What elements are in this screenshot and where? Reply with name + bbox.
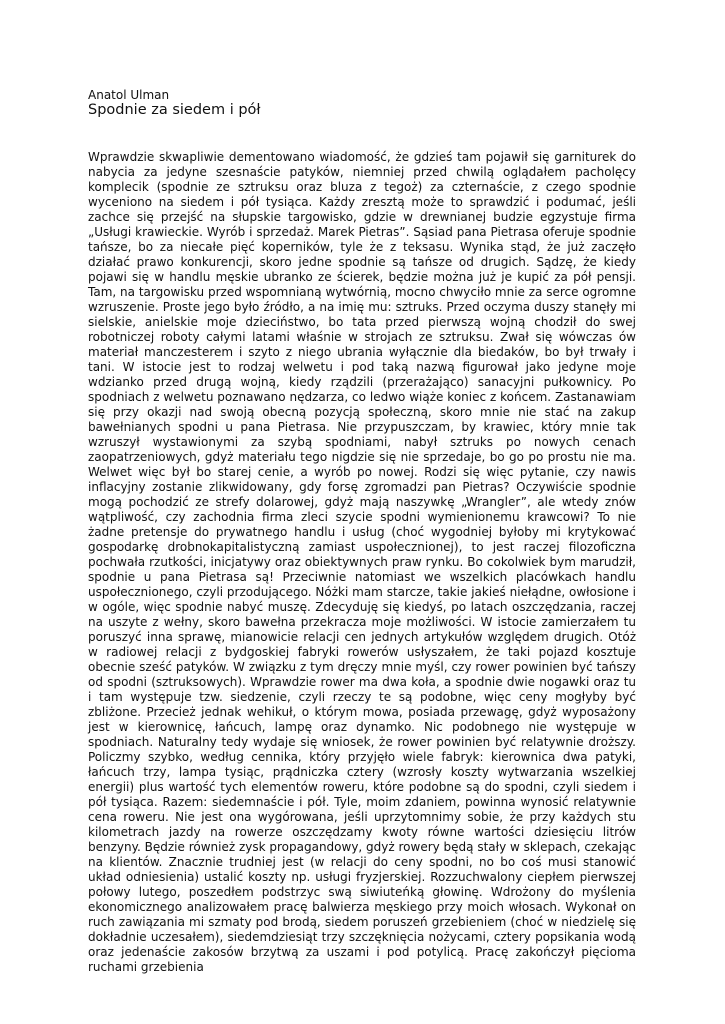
document-author: Anatol Ulman [88, 88, 170, 102]
document-body-text: Wprawdzie skwapliwie dementowano wiadomość, że gdzieś tam pojawił się garniturek do nabycia za jedyne szesnaście patyków, niemniej przed chwilą oglądałem pacholęcy komplecik (spodnie ze sztruksu oraz bluza z tegoż) za czternaście, z czego spodnie wyceniono na siedem i pół tysiąca. Każdy zresztą może to sprawdzić i podumać, jeśli zachce się przejść na słupskie targowisko, gdzie w drewnianej budzie egzystuje firma „Usługi krawieckie. Wyrób i sprzedaż. Marek Pietras”. Sąsiad pana Pietrasa oferuje spodnie tańsze, bo za niecałe pięć koperników, tyle że z teksasu. Wynika stąd, że już zaczęło działać prawo konkurencji, skoro jedne spodnie są tańsze od drugich. Sądzę, że kiedy pojawi się w handlu męskie ubranko ze ścierek, będzie można już je kupić za pół pensji. Tam, na targowisku przed wspomnianą wytwórnią, mocno chwyciło mnie za serce ogromne wzruszenie. Proste jego było źródło, a na imię mu: sztruks. Przed oczyma duszy stanęły mi sielskie, anielskie moje dzieciństwo, bo tata przed pierwszą wojną chodził do swej robotniczej roboty całymi latami właśnie w strojach ze sztruksu. Zwał się wówczas ów materiał manczesterem i szyto z niego ubrania wyłącznie dla biedaków, bo był trwały i tani. W istocie jest to rodzaj welwetu i pod taką nazwą figurował jako jedyne moje wdzianko przed drugą wojną, kiedy rządzili (przerażająco) sanacyjni pułkownicy. Po spodniach z welwetu poznawano nędzarza, co ledwo wiąże koniec z końcem. Zastanawiam się przy okazji nad swoją obecną pozycją społeczną, skoro mnie nie stać na zakup bawełnianych spodni u pana Pietrasa. Nie przypuszczam, by krawiec, który mnie tak wzruszył wystawionymi za szybą spodniami, nabył sztruks po nowych cenach zaopatrzeniowych, gdyż materiału tego nigdzie się nie sprzedaje, bo go po prostu nie ma. Welwet więc był bo starej cenie, a wyrób po nowej. Rodzi się więc pytanie, czy nawis inflacyjny zostanie zlikwidowany, gdy forsę zgromadzi pan Pietras? Oczywiście spodnie mogą pochodzić ze strefy dolarowej, gdyż mają naszywkę „Wrangler”, ale wtedy znów wątpliwość, czy zachodnia firma zleci szycie spodni wymienionemu krawcowi? To nie żadne pretensje do prywatnego handlu i usług (choć wygodniej byłoby mi krytykować gospodarkę drobnokapitalistyczną zamiast uspołecznionej), to jest raczej filozoficzna pochwała rzutkości, inicjatywy oraz obiektywnych praw rynku. Bo cokolwiek bym marudził, spodnie u pana Pietrasa są! Przeciwnie natomiast we wszelkich placówkach handlu uspołecznionego, czyli przodującego. Nóżki mam starcze, takie jakieś niełądne, owłosione i w ogóle, więc spodnie nabyć muszę. Zdecyduję się kiedyś, po latach oszczędzania, raczej na uszyte z wełny, skoro bawełna przekracza moje możliwości. W istocie zamierzałem tu poruszyć inna sprawę, mianowicie relacji cen jednych artykułów względem drugich. Otóż w radiowej relacji z bydgoskiej fabryki rowerów usłyszałem, że taki pojazd kosztuje obecnie sześć patyków. W związku z tym dręczy mnie myśl, czy rower powinien być tańszy od spodni (sztruksowych). Wprawdzie rower ma dwa koła, a spodnie dwie nogawki oraz tu i tam występuje tzw. siedzenie, czyli rzeczy te są podobne, więc ceny mogłyby być zbliżone. Przecież jednak wehikuł, o którym mowa, posiada przewagę, gdyż wyposażony jest w kierownicę, łańcuch, lampę oraz dynamko. Nic podobnego nie występuje w spodniach. Naturalny tedy wydaje się wniosek, że rower powinien być relatywnie droższy. Policzmy szybko, według cennika, który przyjęło wiele fabryk: kierownica dwa patyki, łańcuch trzy, lampa tysiąc, prądniczka cztery (wzrosły koszty wytwarzania wszelkiej energii) plus wartość tych elementów roweru, które podobne są do spodni, czyli siedem i pół tysiąca. Razem: siedemnaście i pół. Tyle, moim zdaniem, powinna wynosić relatywnie cena roweru. Nie jest ona wygórowana, jeśli uprzytomnimy sobie, że przy każdych stu kilometrach jazdy na rowerze oszczędzamy kwoty równe wartości dziesięciu litrów benzyny. Będzie również zysk propagandowy, gdyż rowery będą stały w sklepach, czekając na klientów. Znacznie trudniej jest (w relacji do ceny spodni, no bo coś musi stanowić układ odniesienia) ustalić koszty np. usługi fryzjerskiej. Rozzuchwalony ciepłem pierwszej połowy lutego, poszedłem podstrzyc swą siwiuteńką głowinę. Wdrożony do myślenia ekonomicznego analizowałem pracę balwierza męskiego przy moich włosach. Wykonał on ruch zawiązania mi szmaty pod brodą, siedem poruszeń grzebieniem (choć w niedzielę się dokładnie uczesałem), siedemdziesiąt trzy szczęknięcia nożycami, cztery popsikania wodą oraz jedenaście zakosów brzytwą za uszami i pod potylicą. Pracę zakończył pięcioma ruchami grzebienia [88, 150, 636, 974]
document-title: Spodnie za siedem i pół [88, 102, 261, 118]
